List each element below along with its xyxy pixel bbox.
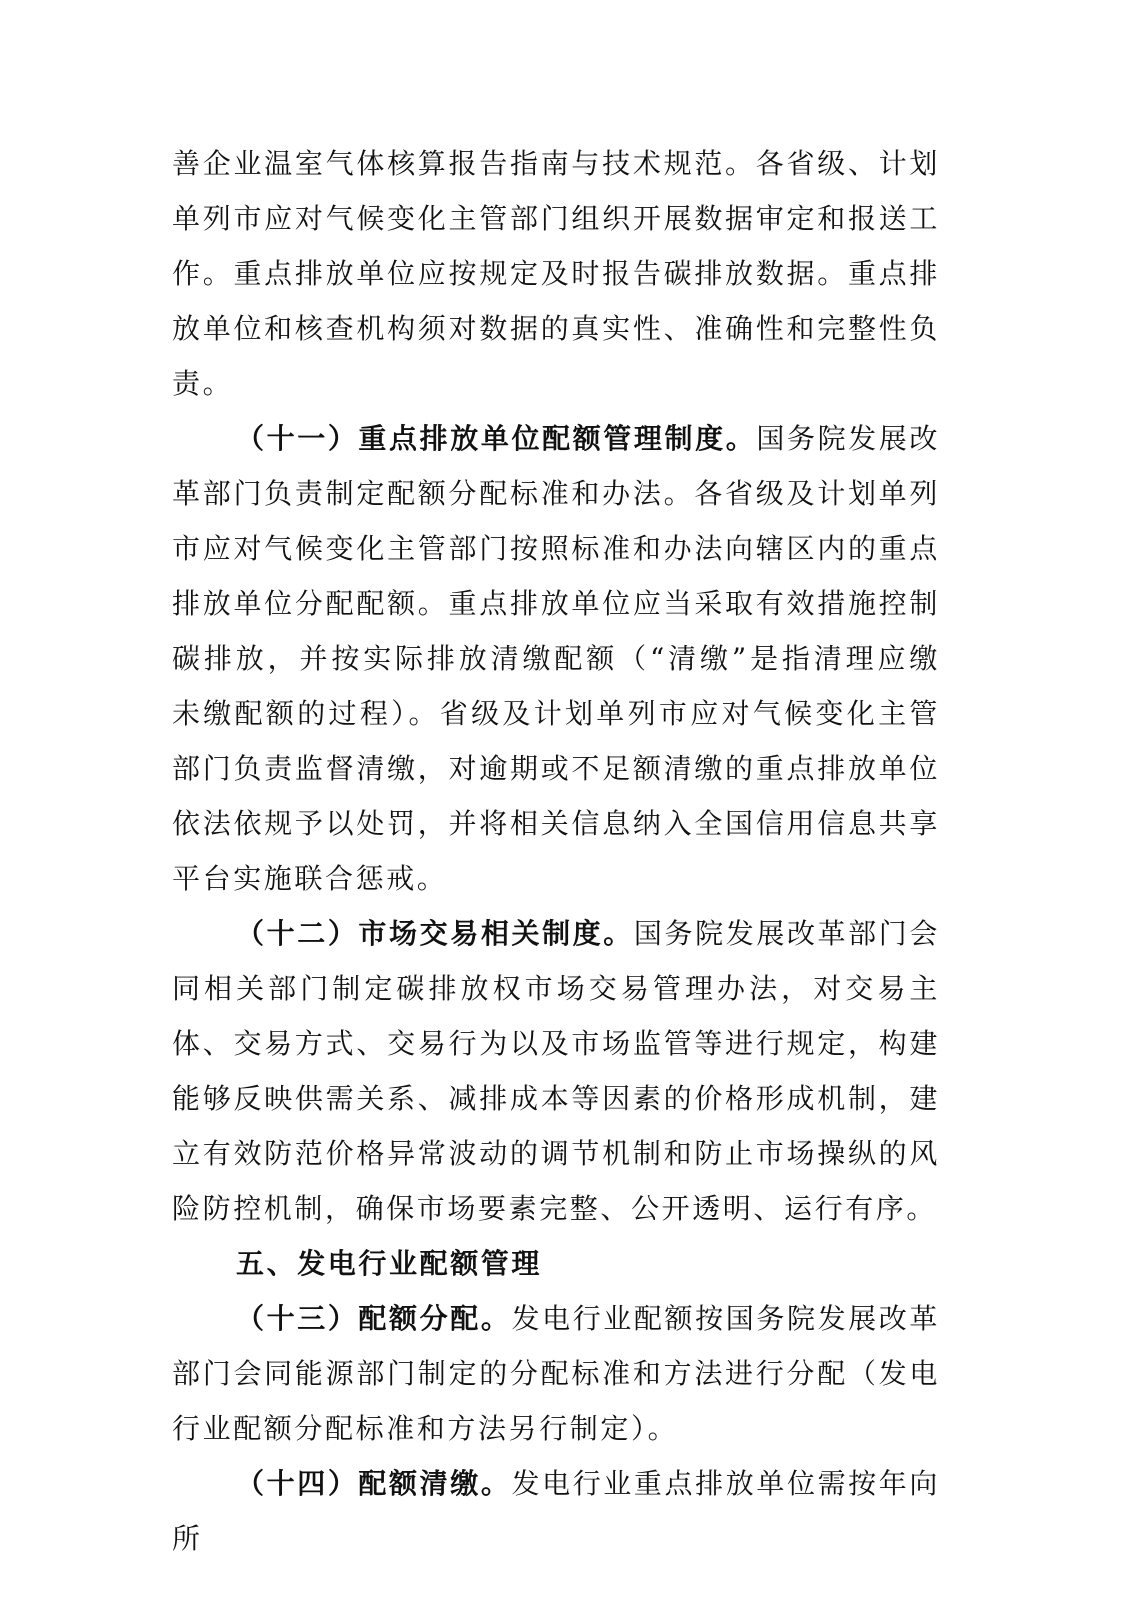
paragraph-13	[172, 1291, 940, 1456]
paragraph-heading: （十三）配额分配。	[236, 1302, 512, 1335]
section-title: 五、发电行业配额管理	[236, 1247, 543, 1280]
document-body	[172, 136, 940, 1566]
paragraph-heading: （十二）市场交易相关制度。	[236, 917, 634, 950]
paragraph-12	[172, 906, 940, 1236]
paragraph-14	[172, 1456, 940, 1566]
paragraph-heading: （十一）重点排放单位配额管理制度。	[236, 422, 757, 455]
paragraph-11	[172, 411, 940, 906]
paragraph-text: 发电行业重点排放单位需按年向所	[172, 1467, 940, 1555]
paragraph-heading: （十四）配额清缴。	[236, 1467, 512, 1500]
paragraph-continuation	[172, 136, 940, 411]
paragraph-text: 国务院发展改革部门会同相关部门制定碳排放权市场交易管理办法，对交易主体、交易方式、交易行为以及市场监管等进行规定，构建能够反映供需关系、减排成本等因素的价格形成机制，建立有效防范价格异常波动的调节机制和防止市场操纵的风险防控机制，确保市场要素完整、公开透明、运行有序。	[172, 917, 940, 1225]
paragraph-text: 善企业温室气体核算报告指南与技术规范。各省级、计划单列市应对气候变化主管部门组织开展数据审定和报送工作。重点排放单位应按规定及时报告碳排放数据。重点排放单位和核查机构须对数据的真实性、准确性和完整性负责。	[172, 147, 940, 400]
paragraph-text: 国务院发展改革部门负责制定配额分配标准和办法。各省级及计划单列市应对气候变化主管部门按照标准和办法向辖区内的重点排放单位分配配额。重点排放单位应当采取有效措施控制碳排放，并按实际排放清缴配额（“清缴”是指清理应缴未缴配额的过程）。省级及计划单列市应对气候变化主管部门负责监督清缴，对逾期或不足额清缴的重点排放单位依法依规予以处罚，并将相关信息纳入全国信用信息共享平台实施联合惩戒。	[172, 422, 941, 895]
paragraph-text: 发电行业配额按国务院发展改革部门会同能源部门制定的分配标准和方法进行分配（发电行业配额分配标准和方法另行制定）。	[172, 1302, 940, 1445]
